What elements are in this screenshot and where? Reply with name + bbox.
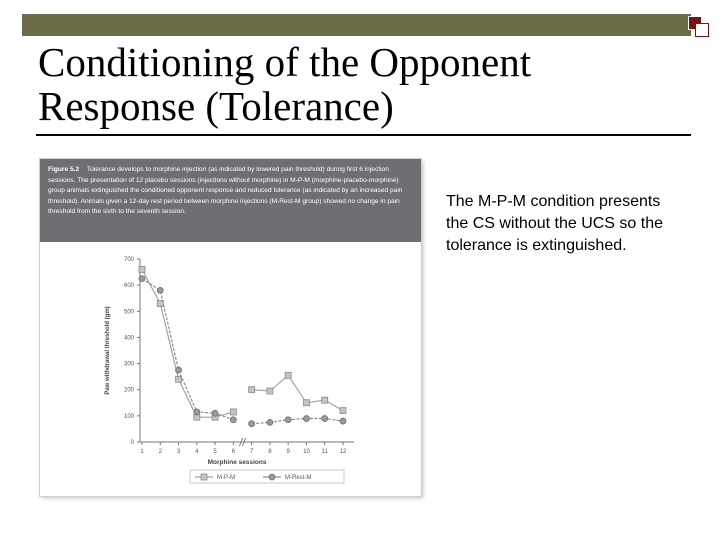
- y-tick-label: 400: [123, 335, 134, 342]
- figure-panel: [40, 159, 421, 496]
- y-tick-label: 100: [123, 413, 134, 420]
- data-point-circle: [139, 276, 145, 282]
- x-tick-label: 10: [303, 449, 310, 455]
- y-tick-label: 600: [123, 283, 134, 290]
- data-point-circle: [176, 367, 182, 373]
- data-point-circle: [212, 410, 218, 416]
- y-axis-label: Paw withdrawal threshold (gm): [105, 306, 111, 395]
- series-line-m-p-m: [142, 269, 233, 417]
- legend-marker-circle: [269, 474, 275, 480]
- y-tick-label: 300: [123, 361, 134, 368]
- title-underline: [36, 134, 691, 136]
- data-point-square: [230, 409, 236, 415]
- data-point-circle: [267, 419, 273, 425]
- x-tick-label: 6: [231, 449, 236, 455]
- x-tick-label: 2: [158, 449, 162, 455]
- figure-caption-text: Tolerance develops to morphine injection (as indicated by lowered pain threshold) during first 6 injection sessions. The presentation of 12 placebo sessions (injections without morphine) in M-P-M (morphine-placebo-morphine) group animals extinguished the conditioned opponent response and reduced tolerance (as indicated by an increased pain threshold). Animals given a 12-day rest period between morphine injections (M-Rest-M group) showed no change in pain threshold from the sixth to the seventh session.: [48, 166, 403, 216]
- x-tick-label: 7: [249, 449, 254, 455]
- figure-label: Figure 5.2: [48, 166, 80, 173]
- series-line-m-p-m: [252, 375, 343, 410]
- data-point-square: [249, 387, 255, 393]
- data-point-square: [322, 397, 328, 403]
- data-point-circle: [285, 417, 291, 423]
- data-point-circle: [194, 409, 200, 415]
- corner-square-decoration-inner: [695, 23, 709, 37]
- data-point-circle: [322, 415, 328, 421]
- data-point-square: [340, 408, 346, 414]
- x-tick-label: 3: [176, 449, 181, 455]
- data-point-square: [303, 400, 309, 406]
- data-point-square: [176, 376, 182, 382]
- data-point-square: [139, 266, 145, 272]
- x-tick-label: 8: [268, 449, 272, 455]
- legend-label-mrestm: M-Rest-M: [285, 475, 312, 481]
- x-tick-label: 12: [339, 449, 347, 455]
- data-point-circle: [249, 421, 255, 427]
- line-chart: [40, 242, 421, 496]
- slide-top-bar: [22, 14, 691, 36]
- slide-title: Conditioning of the Opponent Response (Tolerance): [38, 39, 532, 129]
- legend-marker-square: [201, 474, 207, 480]
- x-tick-label: 5: [213, 449, 217, 455]
- y-tick-label: 200: [123, 387, 134, 394]
- x-tick-label: 11: [321, 449, 328, 455]
- data-point-circle: [157, 287, 163, 293]
- data-point-square: [267, 388, 273, 394]
- series-line-m-rest-m: [252, 418, 343, 423]
- figure-caption: [40, 159, 421, 242]
- data-point-square: [285, 372, 291, 378]
- x-tick-label: 9: [286, 449, 290, 455]
- y-tick-label: 500: [123, 309, 134, 316]
- x-tick-label: 1: [140, 449, 144, 455]
- x-tick-label: 4: [195, 449, 199, 455]
- y-tick-label: 0: [130, 440, 134, 446]
- data-point-circle: [230, 417, 236, 423]
- legend-label-mpm: M-P-M: [217, 475, 235, 481]
- slide-body-text: The M-P-M condition presents the CS without the UCS so the tolerance is extinguished.: [446, 193, 663, 254]
- x-axis-label: Morphine sessions: [207, 459, 267, 466]
- y-tick-label: 700: [123, 257, 134, 263]
- data-point-circle: [303, 415, 309, 421]
- data-point-circle: [340, 418, 346, 424]
